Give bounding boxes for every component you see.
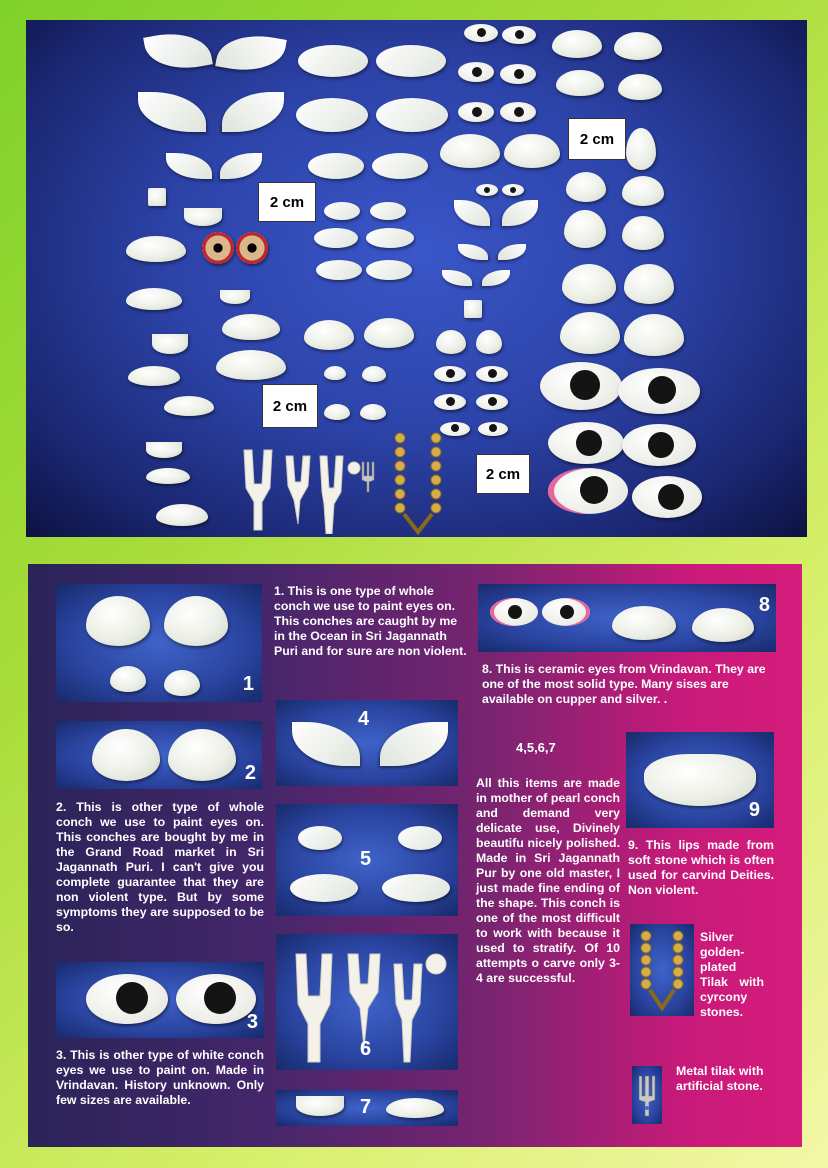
lips-piece [146, 468, 190, 484]
leaf-eye-piece [370, 202, 406, 220]
lips-piece [126, 236, 186, 262]
scale-label: 2 cm [476, 454, 530, 494]
conch-shell [164, 596, 228, 646]
conch-shell [324, 366, 346, 380]
leaf-eye-piece [143, 27, 213, 76]
thumb-number: 1 [242, 673, 254, 695]
thumb-9 [626, 732, 774, 828]
leaf-eye-piece [296, 98, 368, 132]
conch-shell [624, 314, 684, 356]
scale-label: 2 cm [568, 118, 626, 160]
caption-8: 8. This is ceramic eyes from Vrindavan. They are one of the most solid type. Many sises are available on cupper and silver. . [482, 662, 766, 706]
leaf-eye-piece [222, 92, 284, 132]
leaf-eye-piece [458, 244, 488, 260]
conch-shell [556, 70, 604, 96]
scale-label: 2 cm [262, 384, 318, 428]
thumb-number: 5 [360, 848, 372, 870]
leaf-eye-piece [215, 29, 287, 78]
mustache-piece [220, 290, 250, 304]
square-tile [148, 188, 166, 206]
conch-shell [110, 666, 146, 692]
leaf-eye-piece [498, 244, 526, 260]
small-eye [500, 102, 536, 122]
leaf-eye-piece [314, 228, 358, 248]
caption-silver-tilak: Silver golden-plated Tilak with cyrcony stones. [700, 930, 764, 1019]
mustache-piece [296, 1096, 344, 1116]
small-eye [542, 598, 590, 626]
thumb-number: 7 [360, 1096, 372, 1118]
red-rimmed-eye [236, 232, 268, 264]
conch-shell [362, 366, 386, 382]
lips-piece [222, 314, 280, 340]
small-eye [458, 102, 494, 122]
mustache-piece [184, 208, 222, 226]
small-eye [434, 366, 466, 382]
conch-shell [622, 216, 664, 250]
metal-tilak [360, 460, 376, 494]
thumb-number: 2 [244, 762, 256, 784]
conch-shell [476, 330, 502, 354]
thumb-7 [276, 1090, 458, 1126]
small-eye [500, 64, 536, 84]
leaf-eye-piece [308, 153, 364, 179]
small-eye [464, 24, 498, 42]
golden-tilak [638, 928, 686, 1014]
golden-tilak [390, 428, 446, 537]
leaf-eye-piece [372, 153, 428, 179]
small-eye [502, 184, 524, 196]
small-eye [478, 422, 508, 436]
conch-shell [168, 729, 236, 781]
leaf-eye-piece [502, 200, 538, 226]
caption-metal-tilak: Metal tilak with artificial stone. [676, 1064, 764, 1093]
small-eye [434, 394, 466, 410]
conch-shell [436, 330, 466, 354]
thumb-number: 6 [360, 1038, 372, 1060]
thumb-number: 9 [748, 799, 760, 821]
leaf-eye-piece [482, 270, 510, 286]
leaf-eye-piece [324, 202, 360, 220]
thumb-5 [276, 804, 458, 916]
leaf-eye-piece [292, 722, 360, 766]
leaf-eye-piece [166, 153, 212, 179]
lips-piece [386, 1098, 444, 1118]
large-eye [548, 422, 624, 464]
leaf-eye-piece [298, 826, 342, 850]
conch-shell [552, 30, 602, 58]
conch-shell [562, 264, 616, 304]
thumb-8 [478, 584, 776, 652]
thumb-number: 4 [358, 708, 370, 730]
leaf-eye-piece [380, 722, 448, 766]
leaf-eye-piece [220, 153, 262, 179]
leaf-eye-piece [382, 874, 450, 902]
description-panel [28, 564, 802, 1147]
caption-4567: All this items are made in mother of pearl conch and demand very delicate use, Divinely beautifu nicely polished. Made in Sri Jagannath Pur by one old master, I just made fine ending of the shape. This conch is one of the most difficult to work with because it used to stratify. Of 10 attempts o carve only 3-4 are successful. [476, 776, 620, 985]
caption-9: 9. This lips made from soft stone which is often used for carvind Deities. Non violent. [628, 838, 774, 897]
leaf-eye-piece [376, 98, 448, 132]
conch-shell [86, 596, 150, 646]
small-eye [458, 62, 494, 82]
leaf-eye-piece [366, 260, 412, 280]
thumb-number: 8 [758, 594, 770, 616]
mustache-piece [146, 442, 182, 458]
lips-piece [216, 350, 286, 380]
lips-piece [156, 504, 208, 526]
leaf-eye-piece [454, 200, 490, 226]
small-eye [490, 598, 538, 626]
conch-shell [614, 32, 662, 60]
small-eye [476, 184, 498, 196]
metal-tilak [637, 1074, 657, 1118]
lips-piece [126, 288, 182, 310]
lips-piece [128, 366, 180, 386]
leaf-eye-piece [376, 45, 446, 77]
caption-4567-title: 4,5,6,7 [516, 740, 556, 755]
conch-shell [564, 210, 606, 248]
thumb-6 [276, 934, 458, 1070]
large-eye [632, 476, 702, 518]
conch-shell [164, 670, 200, 696]
lips-piece [164, 396, 214, 416]
conch-shell [612, 606, 676, 640]
leaf-eye-piece [316, 260, 362, 280]
small-eye [502, 26, 536, 44]
caption-1: 1. This is one type of whole conch we use to paint eyes on. This conches are caught by me in the Ocean in Sri Jagannath Puri and for sure are non violent. [274, 584, 467, 658]
red-rimmed-eye [202, 232, 234, 264]
leaf-eye-piece [366, 228, 414, 248]
thumb-1 [56, 584, 262, 702]
caption-3: 3. This is other type of white conch eyes we use to paint on. Made in Vrindavan. History unknown. Only few sizes are available. [56, 1048, 264, 1107]
leaf-eye-piece [298, 45, 368, 77]
thumb-4 [276, 700, 458, 786]
leaf-eye-piece [138, 92, 206, 132]
lips-piece [644, 754, 756, 806]
small-eye [476, 394, 508, 410]
leaf-eye-piece [290, 874, 358, 902]
caption-2: 2. This is other type of whole conch we use to paint eyes on. This conches are bought by me in the Grand Road market in Sri Jagannath Puri. I can't give you complete guarantee that they are non violent type. But by some symptoms they are supposed to be so. [56, 800, 264, 934]
large-eye [86, 974, 168, 1024]
small-eye [440, 422, 470, 436]
conch-shell [324, 404, 350, 420]
conch-shell [504, 134, 560, 168]
small-eye [476, 366, 508, 382]
conch-shell [692, 608, 754, 642]
thumb-3 [56, 962, 264, 1038]
large-eye [176, 974, 256, 1024]
conch-shell [304, 320, 354, 350]
conch-shell [622, 176, 664, 206]
conch-shell [566, 172, 606, 202]
leaf-eye-piece [398, 826, 442, 850]
conch-shell [360, 404, 386, 420]
conch-shell [440, 134, 500, 168]
tilak-piece [236, 444, 376, 534]
large-eye [618, 368, 700, 414]
thumb-number: 3 [246, 1011, 258, 1033]
main-product-photo [26, 20, 807, 537]
thumb-metal-tilak [632, 1066, 662, 1124]
conch-shell [618, 74, 662, 100]
leaf-eye-piece [442, 270, 472, 286]
conch-shell [92, 729, 160, 781]
mustache-piece [152, 334, 188, 354]
scale-label: 2 cm [258, 182, 316, 222]
conch-shell [560, 312, 620, 354]
thumb-2 [56, 721, 262, 789]
square-tile [464, 300, 482, 318]
thumb-silver-tilak [630, 924, 694, 1016]
conch-shell [624, 264, 674, 304]
large-eye [540, 362, 622, 410]
large-eye [548, 468, 628, 514]
large-eye [622, 424, 696, 466]
conch-shell [364, 318, 414, 348]
conch-shell [626, 128, 656, 170]
